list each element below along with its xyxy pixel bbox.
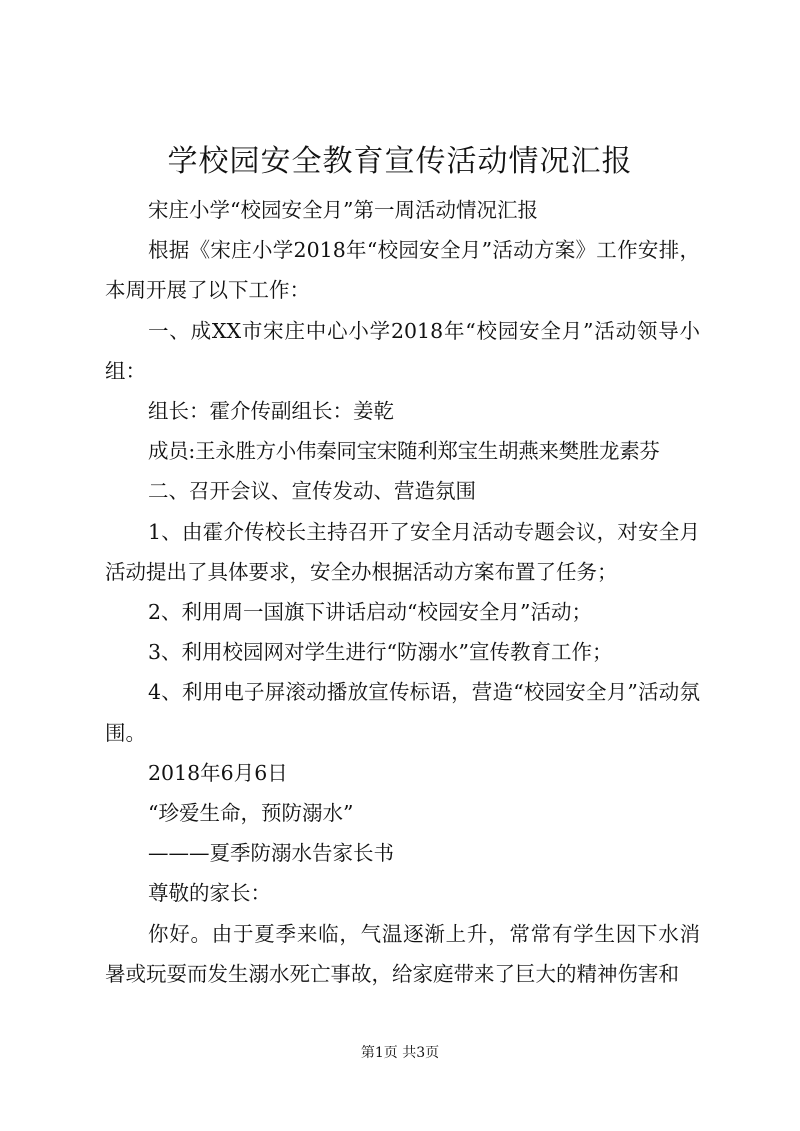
paragraph-slogan: “珍爱生命，预防溺水”	[148, 801, 354, 826]
document-title: 学校园安全教育宣传活动情况汇报	[167, 144, 633, 179]
page-number-footer: 第1页 共3页	[360, 1045, 440, 1061]
paragraph-date: 2018年6月6日	[148, 760, 288, 785]
paragraph-section-two-heading: 二、召开会议、宣传发动、营造氛围	[148, 479, 476, 504]
paragraph-item-2: 2、利用周一国旗下讲话启动“校园安全月”活动；	[148, 600, 593, 625]
paragraph-letter-body: 你好。由于夏季来临，气温逐渐上升，常常有学生因下水消暑或玩耍而发生溺水死亡事故，给家庭带来了巨大的精神伤害和	[105, 921, 700, 986]
paragraph-leadership-group: 一、成XX市宋庄中心小学2018年“校园安全月”活动领导小组：	[105, 318, 700, 383]
paragraph-work-arrangement: 根据《宋庄小学2018年“校园安全月”活动方案》工作安排，本周开展了以下工作：	[105, 238, 700, 303]
paragraph-group-members: 成员:王永胜方小伟秦同宝宋随利郑宝生胡燕来樊胜龙素芬	[148, 439, 660, 464]
paragraph-item-1: 1、由霍介传校长主持召开了安全月活动专题会议，对安全月活动提出了具体要求，安全办根据活动方案布置了任务；	[105, 519, 700, 584]
paragraph-item-3: 3、利用校园网对学生进行“防溺水”宣传教育工作；	[148, 640, 613, 665]
paragraph-report-subtitle: 宋庄小学“校园安全月”第一周活动情况汇报	[148, 198, 538, 222]
paragraph-item-4: 4、利用电子屏滚动播放宣传标语，营造“校园安全月”活动氛围。	[105, 680, 700, 745]
paragraph-salutation: 尊敬的家长：	[148, 881, 271, 906]
document-body	[105, 190, 700, 994]
paragraph-group-leaders: 组长：霍介传副组长：姜乾	[148, 399, 394, 424]
paragraph-letter-title: ———夏季防溺水告家长书	[148, 841, 394, 866]
